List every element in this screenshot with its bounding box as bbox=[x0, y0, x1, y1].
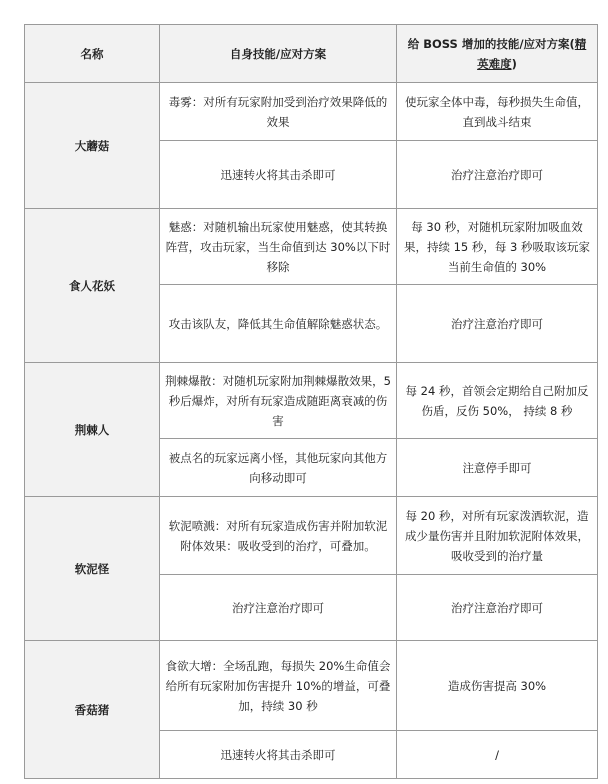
boss-skill: 造成伤害提高 30% bbox=[397, 641, 598, 731]
header-name: 名称 bbox=[25, 25, 160, 83]
boss-counter: 治疗注意治疗即可 bbox=[397, 285, 598, 363]
table-row bbox=[25, 641, 598, 731]
table-row bbox=[25, 497, 598, 575]
skill-counter: 迅速转火将其击杀即可 bbox=[160, 141, 397, 209]
monster-name: 软泥怪 bbox=[25, 497, 160, 641]
skill-counter: 被点名的玩家远离小怪，其他玩家向其他方向移动即可 bbox=[160, 439, 397, 497]
boss-counter: 注意停手即可 bbox=[397, 439, 598, 497]
header-boss-highlight: 精英难度 bbox=[477, 36, 587, 71]
skill-counter: 迅速转火将其击杀即可 bbox=[160, 731, 397, 779]
table-header-row bbox=[25, 25, 598, 83]
boss-skill: 每 30 秒，对随机玩家附加吸血效果，持续 15 秒，每 3 秒吸取该玩家当前生命值的 30% bbox=[397, 209, 598, 285]
boss-counter: 治疗注意治疗即可 bbox=[397, 141, 598, 209]
monster-skill: 毒雾：对所有玩家附加受到治疗效果降低的效果 bbox=[160, 83, 397, 141]
header-boss-suffix: ) bbox=[511, 56, 517, 71]
monster-skill: 食欲大增：全场乱跑，每损失 20%生命值会给所有玩家附加伤害提升 10%的增益，可叠加，持续 30 秒 bbox=[160, 641, 397, 731]
monster-skill: 软泥喷溅：对所有玩家造成伤害并附加软泥附体效果：吸收受到的治疗，可叠加。 bbox=[160, 497, 397, 575]
table-row bbox=[25, 83, 598, 141]
boss-skill: 每 24 秒，首领会定期给自己附加反伤盾，反伤 50%， 持续 8 秒 bbox=[397, 363, 598, 439]
skill-table bbox=[24, 24, 598, 779]
skill-counter: 攻击该队友，降低其生命值解除魅惑状态。 bbox=[160, 285, 397, 363]
monster-name: 荆棘人 bbox=[25, 363, 160, 497]
table-row bbox=[25, 209, 598, 285]
header-boss-prefix: 给 BOSS 增加的技能/应对方案( bbox=[407, 36, 575, 51]
skill-counter: 治疗注意治疗即可 bbox=[160, 575, 397, 641]
monster-name: 香菇猪 bbox=[25, 641, 160, 779]
boss-skill: 使玩家全体中毒，每秒损失生命值，直到战斗结束 bbox=[397, 83, 598, 141]
monster-name: 大蘑菇 bbox=[25, 83, 160, 209]
table-row bbox=[25, 363, 598, 439]
boss-counter: 治疗注意治疗即可 bbox=[397, 575, 598, 641]
monster-name: 食人花妖 bbox=[25, 209, 160, 363]
monster-skill: 魅惑：对随机输出玩家使用魅惑，使其转换阵营，攻击玩家，当生命值到达 30%以下时移除 bbox=[160, 209, 397, 285]
monster-skill: 荆棘爆散：对随机玩家附加荆棘爆散效果，5 秒后爆炸，对所有玩家造成随距离衰减的伤害 bbox=[160, 363, 397, 439]
boss-skill: 每 20 秒，对所有玩家泼洒软泥，造成少量伤害并且附加软泥附体效果，吸收受到的治疗量 bbox=[397, 497, 598, 575]
header-boss-skill bbox=[397, 25, 598, 83]
boss-counter: / bbox=[397, 731, 598, 779]
header-self-skill: 自身技能/应对方案 bbox=[160, 25, 397, 83]
